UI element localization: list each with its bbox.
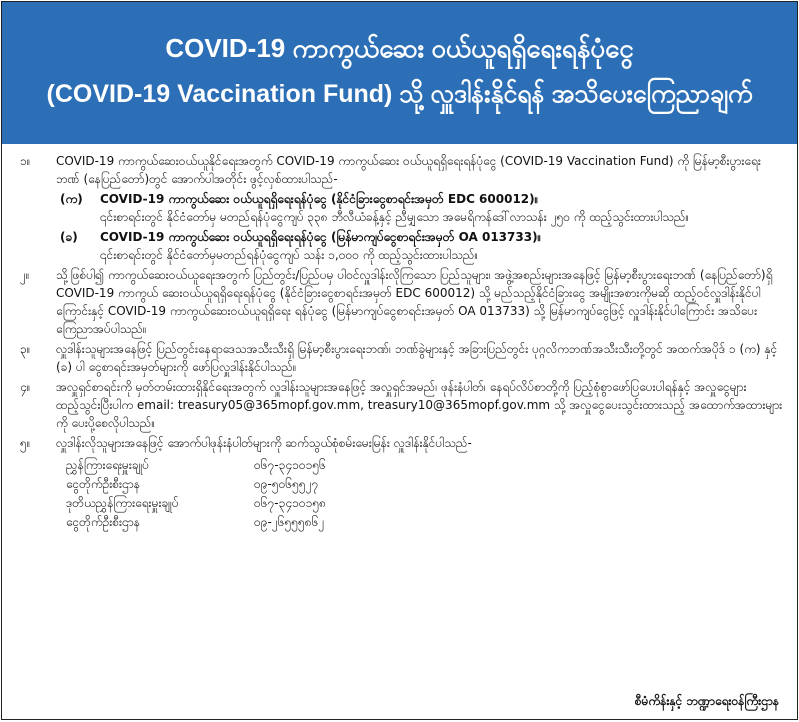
- paragraph-text: အလှူရှင်စာရင်းကို မှတ်တမ်းထားရှိနိုင်ရေးအတွက် လှူဒါန်းသူများအနေဖြင့် အလှူရှင်အမည်၊ ဖုန်းနံပါတ်၊ နေရပ်လိပ်စာတို့ကို ပြည့်စုံစွာဖော်ပြပေးပါရန်နှင့် အလှူငွေများ ထည့်သွင်းပြီးပါက email: treasury05@365mopf.gov.mm, treasury10@365mopf.gov.mm သို့ အလှူငွေပေးသွင်းထားသည့် အထောက်အထားများကို ပေးပို့စေလိုပါသည်။: [56, 380, 783, 430]
- contact-name: ညွှန်ကြားရေးမှူးချုပ်: [66, 458, 150, 472]
- contact-row: [66, 494, 783, 513]
- account-item-b: [20, 228, 783, 264]
- paragraph-2: [20, 266, 783, 338]
- account-marker: (ခ): [60, 230, 78, 244]
- paragraph-text: သို့ဖြစ်ပါ၍ ကာကွယ်ဆေးဝယ်ယူရေးအတွက် ပြည်တွင်း/ပြည်ပမှ ပါဝင်လှူဒါန်းလိုကြသော ပြည်သူများ၊ အဖွဲ့အစည်းများအနေဖြင့် မြန်မာ့စီးပွားရေးဘဏ် (နေပြည်တော်)ရှိ COVID-19 ကာကွယ် ဆေးဝယ်ယူရရှိရေးရန်ပုံငွေ (နိုင်ငံခြားငွေစာရင်းအမှတ် EDC 600012) သို့ မည်သည့်နိုင်ငံခြားငွေ အမျိုးအစားကိုမဆို ထည့်ဝင်လှူဒါန်းနိုင်ပါကြောင်းနှင့် COVID-19 ကာကွယ်ဆေးဝယ်ယူရရှိရေး ရန်ပုံငွေ (မြန်မာကျပ်ငွေစာရင်းအမှတ် OA 013733) သို့ မြန်မာကျပ်ငွေဖြင့် လှူဒါန်းနိုင်ပါကြောင်း အသိပေးကြေညာအပ်ပါသည်။: [56, 268, 773, 336]
- paragraph-text: လှူဒါန်းလိုသူများအနေဖြင့် အောက်ပါဖုန်းနံပါတ်များကို ဆက်သွယ်စုံစမ်းမေးမြန်း လှူဒါန်းနိုင်ပါသည်-: [56, 436, 472, 450]
- contact-name: ဒုတိယညွှန်ကြားရေးမှူးချုပ်: [66, 496, 179, 510]
- contact-phone: ၀၆၇-၃၄၁၀၁၅၆: [254, 458, 326, 472]
- account-description: ၎င်းစာရင်းတွင် နိုင်ငံတော်မှ မတည်ရန်ပုံငွေကျပ် ၃၃၈ ဘီလီယံခန့်နှင့် ညီမျှသော အမေရိကန်ဒေါ်လာသန်း ၂၅၀ ကို ထည့်သွင်းထားပါသည်။: [100, 210, 690, 224]
- account-title: COVID-19 ကာကွယ်ဆေး ဝယ်ယူရရှိရေးရန်ပုံငွေ (နိုင်ငံခြားငွေစာရင်းအမှတ် EDC 600012)။: [100, 192, 539, 206]
- paragraph-number: ၁။: [20, 154, 31, 168]
- contact-row: [66, 456, 783, 475]
- paragraph-number: ၅။: [20, 436, 31, 450]
- header-banner: [2, 2, 797, 144]
- paragraph-number: ၄။: [20, 380, 31, 394]
- contact-phone: ၀၉-၂၆၅၅၅၈၆၂: [254, 515, 325, 529]
- page-title: COVID-19 ကာကွယ်ဆေး ဝယ်ယူရရှိရေးရန်ပုံငွေ: [165, 33, 634, 63]
- contact-phone: ၀၆၇-၃၄၁၀၁၅၈: [254, 496, 326, 510]
- contact-name: ငွေတိုက်ဦးစီးဌာန: [66, 515, 140, 529]
- contact-row: [66, 475, 783, 494]
- contact-list: [66, 456, 783, 532]
- paragraph-number: ၂။: [20, 268, 30, 282]
- paragraph-3: [20, 340, 783, 376]
- announcement-notice: [1, 1, 798, 720]
- paragraph-1: [20, 152, 783, 188]
- page-subtitle: (COVID-19 Vaccination Fund) သို့ လှူဒါန်းနိုင်ရန် အသိပေးကြေညာချက်: [46, 80, 753, 108]
- contact-row: [66, 513, 783, 532]
- account-item-a: [20, 190, 783, 226]
- paragraph-number: ၃။: [20, 342, 31, 356]
- account-description: ၎င်းစာရင်းတွင် နိုင်ငံတော်မှမတည်ရန်ပုံငွေကျပ် သန်း ၁,၀၀၀ ကို ထည့်သွင်းထားပါသည်။: [100, 248, 479, 262]
- notice-body: [20, 152, 783, 532]
- contact-name: ငွေတိုက်ဦးစီးဌာန: [66, 477, 140, 491]
- paragraph-5: [20, 434, 783, 452]
- paragraph-4: [20, 378, 783, 432]
- signature: စီမံကိန်းနှင့် ဘဏ္ဍာရေးဝန်ကြီးဌာန: [634, 694, 779, 708]
- contact-phone: ၀၉-၅၀၆၅၅၂၇: [254, 477, 319, 491]
- account-title: COVID-19 ကာကွယ်ဆေး ဝယ်ယူရရှိရေးရန်ပုံငွေ (မြန်မာကျပ်ငွေစာရင်းအမှတ် OA 013733)။: [100, 230, 542, 244]
- account-marker: (က): [60, 192, 83, 206]
- paragraph-text: COVID-19 ကာကွယ်ဆေးဝယ်ယူနိုင်ရေးအတွက် COVID-19 ကာကွယ်ဆေး ဝယ်ယူရရှိရေးရန်ပုံငွေ (COVID-19 Vaccination Fund) ကို မြန်မာ့စီးပွားရေးဘဏ် (နေပြည်တော်)တွင် အောက်ပါအတိုင်း ဖွင့်လှစ်ထားပါသည်-: [56, 154, 761, 186]
- paragraph-text: လှူဒါန်းသူများအနေဖြင့် ပြည်တွင်းနေရာဒေသအသီးသီးရှိ မြန်မာ့စီးပွားရေးဘဏ်၊ ဘဏ်ခွဲများနှင့် အခြားပြည်တွင်း ပုဂ္ဂလိကဘဏ်အသီးသီးတို့တွင် အထက်အပိုဒ် ၁ (က) နှင့် (ခ) ပါ ငွေစာရင်းအမှတ်များကို ဖော်ပြလှူဒါန်းနိုင်ပါသည်။: [56, 342, 778, 374]
